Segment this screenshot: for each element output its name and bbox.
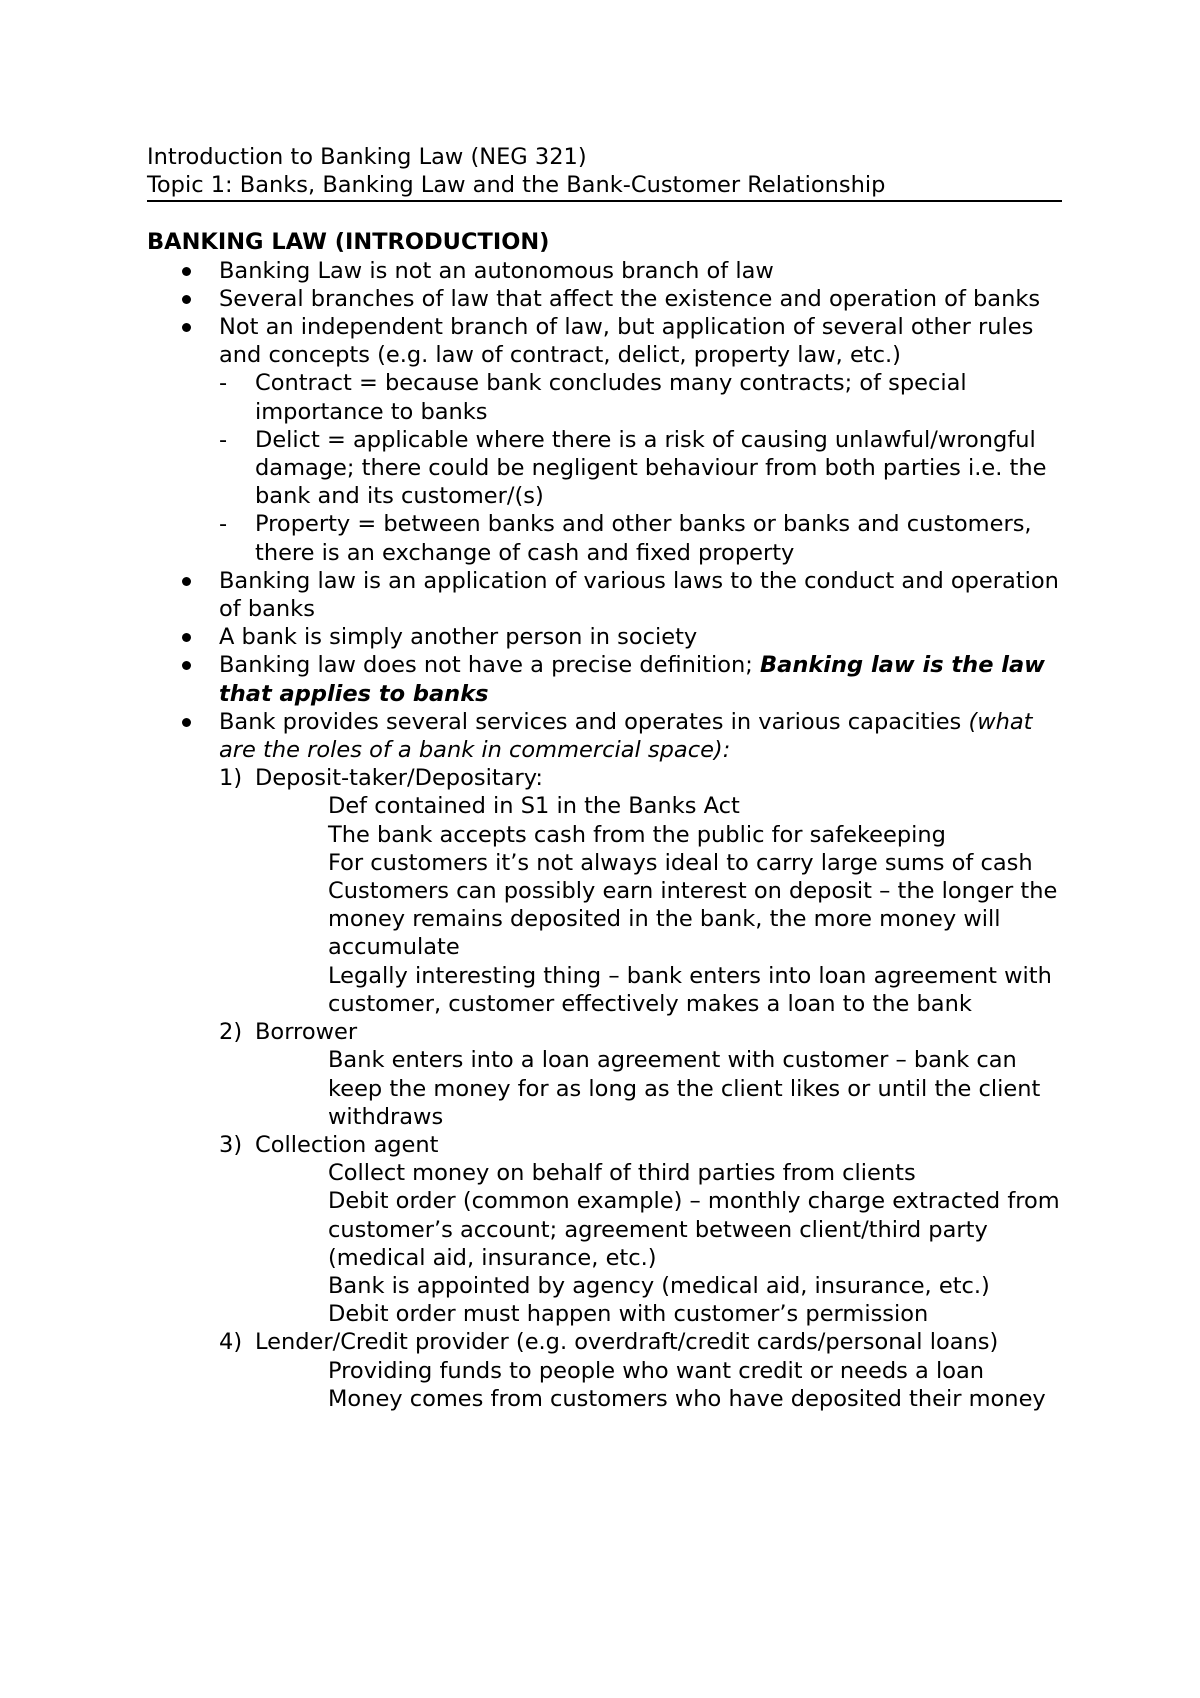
role-detail: Bank enters into a loan agreement with customer – bank can keep the money for as long as the client likes or until the client withdraws [328,1047,1041,1130]
role-detail: Debit order (common example) – monthly charge extracted from customer’s account; agreement between client/third party (medical aid, insurance, etc.) [328,1188,1060,1271]
role-title: Deposit-taker/Depositary: [255,765,543,792]
role-detail: For customers it’s not always ideal to carry large sums of cash [328,849,1033,876]
bullet-text: Bank provides several services and operates in various capacities [219,708,969,735]
bullet-question: (what are the roles of a bank in commercial space): [219,708,1033,764]
role-detail: Money comes from customers who have deposited their money [328,1385,1046,1412]
role-item [219,1018,1062,1131]
bullet-icon [182,323,191,332]
bullet-item [147,651,1062,707]
dash-text: Delict = applicable where there is a risk of causing unlawful/wrongful damage; there could be negligent behaviour from both parties i.e. the bank and its customer/(s) [255,426,1047,510]
bullet-icon [182,661,191,670]
role-item [219,764,1062,1018]
bullet-text: Banking Law is not an autonomous branch of law [219,257,774,284]
bullet-item [147,708,1062,1413]
topic-title: Topic 1: Banks, Banking Law and the Bank-Customer Relationship [147,172,886,199]
role-number: 4) [219,1329,243,1356]
dash-marker: - [219,426,228,453]
bullet-emphasis: Banking law is the law that applies to banks [219,652,1045,707]
dash-marker: - [219,511,228,538]
role-detail: Providing funds to people who want credit or needs a loan [328,1357,985,1384]
dash-item [219,369,1062,425]
bullet-text: Several branches of law that affect the existence and operation of banks [219,285,1041,312]
bullet-item [147,313,1062,567]
bullet-text: Banking law does not have a precise definition; [219,652,760,679]
bullet-list [147,257,1062,1413]
bullet-item [147,285,1062,313]
dash-item [219,426,1062,511]
role-detail: Def contained in S1 in the Banks Act [328,793,740,820]
bullet-icon [182,267,191,276]
role-heading [219,764,1062,792]
role-detail: Legally interesting thing – bank enters into loan agreement with customer, customer effectively makes a loan to the bank [328,962,1052,1017]
role-detail: Customers can possibly earn interest on deposit – the longer the money remains deposited in the bank, the more money will accumulate [328,878,1058,961]
bullet-icon [182,295,191,304]
bullet-item [147,623,1062,651]
role-detail: Bank is appointed by agency (medical aid, insurance, etc.) [328,1272,990,1299]
dash-text: Contract = because bank concludes many contracts; of special importance to banks [255,370,967,425]
role-title: Collection agent [255,1131,439,1158]
bullet-item [147,567,1062,623]
dash-item [219,510,1062,566]
bullet-icon [182,633,191,642]
dash-list [219,369,1062,566]
role-detail: Debit order must happen with customer’s permission [328,1301,929,1328]
role-heading [219,1328,1062,1356]
role-detail: Collect money on behalf of third parties from clients [328,1160,916,1187]
role-number: 1) [219,765,243,792]
role-heading [219,1018,1062,1046]
document-page [147,143,1062,1413]
bullet-item [147,257,1062,285]
bullet-text: Not an independent branch of law, but application of several other rules and concepts (e.g. law of contract, delict, property law, etc.) [219,314,1034,369]
dash-marker: - [219,370,228,397]
role-title: Lender/Credit provider (e.g. overdraft/credit cards/personal loans) [255,1329,999,1356]
bullet-text: Banking law is an application of various laws to the conduct and operation of banks [219,567,1059,623]
role-detail: The bank accepts cash from the public for safekeeping [328,821,946,848]
roles-list [219,764,1062,1413]
dash-text: Property = between banks and other banks or banks and customers, there is an exchange of cash and fixed property [255,511,1032,566]
bullet-text: A bank is simply another person in society [219,624,698,651]
role-number: 2) [219,1019,243,1046]
role-heading [219,1131,1062,1159]
section-heading: BANKING LAW (INTRODUCTION) [147,229,550,256]
role-title: Borrower [255,1019,358,1046]
role-item [219,1328,1062,1413]
role-number: 3) [219,1131,243,1158]
header-divider [147,200,1062,202]
role-item [219,1131,1062,1328]
bullet-icon [182,718,191,727]
bullet-icon [182,577,191,586]
document-header [147,143,1062,202]
course-title: Introduction to Banking Law (NEG 321) [147,144,587,170]
